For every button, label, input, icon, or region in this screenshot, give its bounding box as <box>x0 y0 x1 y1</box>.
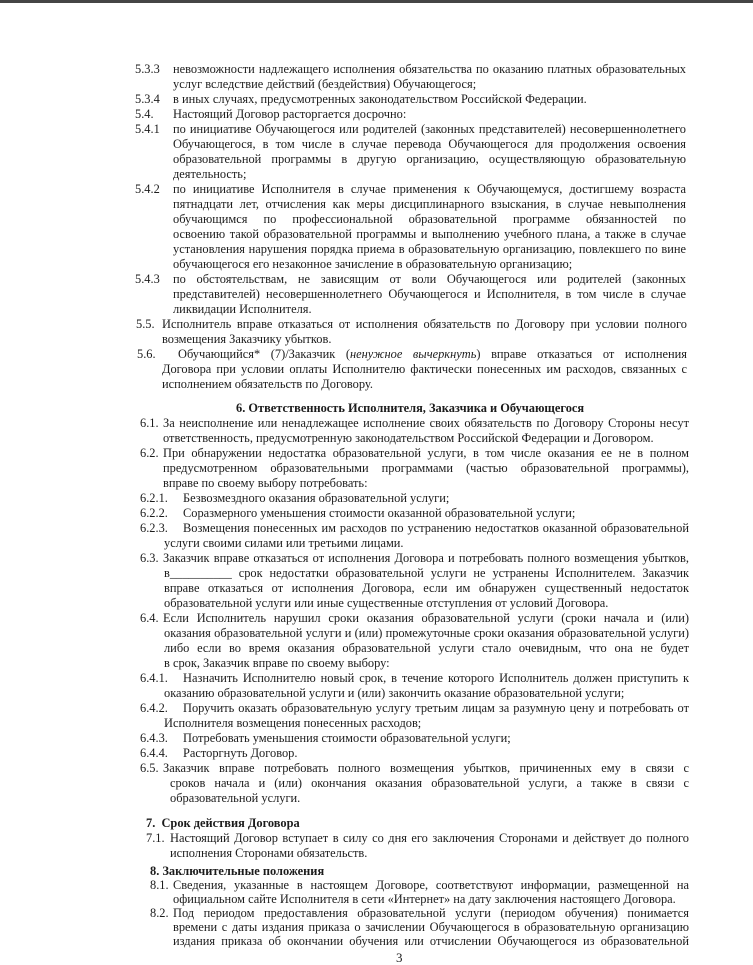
clause-line: За неисполнение или ненадлежащее исполнение своих обязательств по Договору Стороны несут <box>163 416 689 430</box>
section-8-heading: 8. Заключительные положения <box>150 864 325 878</box>
clause-number: 6.4. <box>140 611 159 625</box>
clause-line: Под периодом предоставления образовательной услуги (периодом обучения) понимается <box>173 906 689 920</box>
clause-number: 6.5. <box>140 761 159 775</box>
section-6-heading: 6. Ответственность Исполнителя, Заказчика и Обучающегося <box>236 401 585 415</box>
clause-line: Расторгнуть Договор. <box>183 746 298 760</box>
clause-number: 6.2.3. <box>140 521 168 535</box>
clause-number: 5.4.1 <box>135 122 160 136</box>
clause-line: Соразмерного уменьшения стоимости оказанной образовательной услуги; <box>183 506 576 520</box>
clause-number: 5.4. <box>135 107 154 121</box>
clause-number: 6.2. <box>140 446 159 460</box>
clause-line <box>178 347 687 361</box>
clause-number: 8.2. <box>150 906 169 920</box>
clause-line: оказанию образовательной услуги и (или) закончить оказание образовательной услуги; <box>164 686 625 700</box>
clause-line: Потребовать уменьшения стоимости образовательной услуги; <box>183 731 511 745</box>
clause-line: Договора при условии оплаты Исполнителю фактически понесенных им расходов, связанных с <box>162 362 687 376</box>
clause-line: Если Исполнитель нарушил сроки оказания образовательной услуги (сроки начала и (или) <box>163 611 689 625</box>
clause-line: Заказчик вправе потребовать полного возмещения убытков, причиненных ему в связи с <box>163 761 689 775</box>
clause-line: оказания образовательной услуги и (или) промежуточные сроки оказания образовательной услуги) <box>164 626 689 640</box>
clause-number: 6.1. <box>140 416 159 430</box>
clause-line: Сведения, указанные в настоящем Договоре, соответствуют информации, размещенной на <box>173 878 689 892</box>
clause-line: вправе отказаться от исполнения Договора, если им обнаружен существенный недостаток <box>164 581 689 595</box>
clause-line: деятельность; <box>173 167 247 181</box>
clause-line: в иных случаях, предусмотренных законодательством Российской Федерации. <box>173 92 587 106</box>
clause-line: Настоящий Договор вступает в силу со дня его заключения Сторонами и действует до полного <box>170 831 689 845</box>
clause-number: 8.1. <box>150 878 169 892</box>
clause-line: При обнаружении недостатка образовательной услуги, в том числе оказания ее не в полном <box>163 446 689 460</box>
page-number: 3 <box>396 950 403 965</box>
clause-line: установления нарушения порядка приема в образовательную организацию, повлекшего по вине <box>173 242 686 256</box>
clause-number: 5.4.2 <box>135 182 160 196</box>
clause-line: официальном сайте Исполнителя в сети «Интернет» на дату заключения настоящего Договора. <box>173 892 676 906</box>
clause-line: услуги своими силами или третьими лицами. <box>164 536 404 550</box>
clause-number: 5.6. <box>137 347 156 361</box>
clause-line: Безвозмездного оказания образовательной услуги; <box>183 491 450 505</box>
clause-line: Заказчик вправе отказаться от исполнения Договора и потребовать полного возмещения убытков, <box>163 551 689 565</box>
clause-line: Поручить оказать образовательную услугу третьим лицам за разумную цену и потребовать от <box>183 701 689 715</box>
clause-line: исполнения Сторонами обязательств. <box>170 846 368 860</box>
clause-line: в__________ срок недостатки образовательной услуги не устранены Исполнителем. Заказчик <box>164 566 689 580</box>
clause-number: 5.4.3 <box>135 272 160 286</box>
clause-line: освоению такой образовательной программы и выполнению учебного плана, а также в случае <box>173 227 686 241</box>
clause-number: 6.2.2. <box>140 506 168 520</box>
clause-line: в срок, Заказчик вправе по своему выбору: <box>164 656 390 670</box>
clause-number: 5.3.4 <box>135 92 160 106</box>
clause-line: пятнадцати лет, отчисления как меры дисциплинарного взыскания, в случае невыполнения <box>173 197 686 211</box>
clause-line: вправе по своему выбору потребовать: <box>163 476 368 490</box>
clause-line: исполнением обязательств по Договору. <box>162 377 373 391</box>
section-7-heading: 7. Срок действия Договора <box>146 816 300 830</box>
clause-line: Исполнителя возмещения понесенных расходов; <box>164 716 422 730</box>
clause-line: издания приказа об окончании обучения или отчислении Обучающегося из образовательной <box>173 934 689 948</box>
clause-line: образовательной услуги или иные существенные отступления от условий Договора. <box>164 596 609 610</box>
clause-line: образовательной программы в другую организацию, осуществляющую образовательную <box>173 152 686 166</box>
clause-line: Настоящий Договор расторгается досрочно: <box>173 107 407 121</box>
clause-number: 6.4.3. <box>140 731 168 745</box>
clause-line: Возмещения понесенных им расходов по устранению недостатков оказанной образовательной <box>183 521 689 535</box>
clause-number: 6.4.4. <box>140 746 168 760</box>
clause-line: по инициативе Исполнителя в случае применения к Обучающемуся, достигшему возраста <box>173 182 686 196</box>
clause-text: Обучающийся* (7)/Заказчик ( <box>178 347 350 361</box>
clause-number: 6.4.1. <box>140 671 168 685</box>
clause-line: ликвидации Исполнителя. <box>173 302 312 316</box>
clause-text: ) вправе отказаться от исполнения <box>476 347 687 361</box>
clause-line: представителей) несовершеннолетнего Обучающегося и Исполнителя, в том числе в случае <box>173 287 686 301</box>
clause-line: услуг вследствие действий (бездействия) Обучающегося; <box>173 77 477 91</box>
clause-number: 6.2.1. <box>140 491 168 505</box>
clause-line: Обучающегося, в том числе в случае перевода Обучающегося для продолжения освоения <box>173 137 686 151</box>
clause-number: 5.5. <box>136 317 155 331</box>
clause-line: времени с даты издания приказа о зачислении Обучающегося в образовательную организацию <box>173 920 689 934</box>
clause-number: 6.3. <box>140 551 159 565</box>
clause-line: ответственность, предусмотренную законодательством Российской Федерации и Договором. <box>163 431 654 445</box>
clause-line: возмещения Заказчику убытков. <box>162 332 332 346</box>
clause-line: по инициативе Обучающегося или родителей (законных представителей) несовершеннолетнего <box>173 122 686 136</box>
clause-number: 7.1. <box>146 831 165 845</box>
clause-italic-note: ненужное вычеркнуть <box>349 347 477 361</box>
clause-number: 6.4.2. <box>140 701 168 715</box>
clause-line: либо если во время оказания образовательной услуги стало очевидным, что она не будет <box>164 641 689 655</box>
clause-line: сроков начала и (или) окончания оказания образовательной услуги, а также в связи с <box>170 776 689 790</box>
clause-line: предусмотренном образовательными программами (частью образовательной программы), <box>163 461 689 475</box>
clause-line: обучающегося его незаконное зачисление в образовательную организацию; <box>173 257 573 271</box>
clause-number: 5.3.3 <box>135 62 160 76</box>
clause-line: образовательной услуги. <box>170 791 301 805</box>
clause-line: Исполнитель вправе отказаться от исполнения обязательств по Договору при условии полного <box>162 317 687 331</box>
clause-line: невозможности надлежащего исполнения обязательства по оказанию платных образовательных <box>173 62 686 76</box>
clause-line: Назначить Исполнителю новый срок, в течение которого Исполнитель должен приступить к <box>183 671 689 685</box>
clause-line: обучающимся по профессиональной образовательной программе обязанностей по <box>173 212 686 226</box>
clause-line: по обстоятельствам, не зависящим от воли Обучающегося или родителей (законных <box>173 272 686 286</box>
